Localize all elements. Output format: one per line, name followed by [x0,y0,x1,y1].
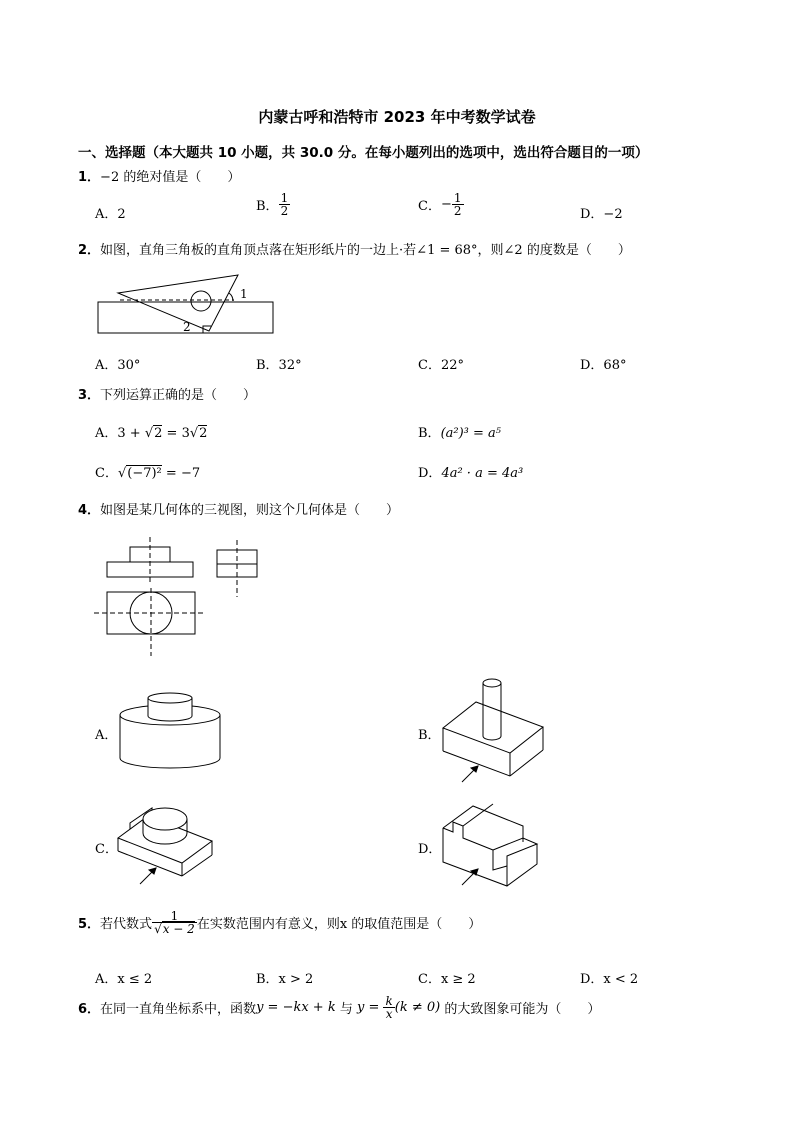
q4-option-b: B． [418,728,441,743]
q2-option-c: C．22° [418,358,464,373]
q5-fraction: $\frac{1}{√x - 2}$ [154,909,195,936]
option-c-figure [118,808,212,884]
question-number: 3． [78,388,101,403]
page-title: 内蒙古呼和浩特市 2023 年中考数学试卷 [258,108,536,126]
question-stem: 下列运算正确的是（ ） [100,388,257,403]
q1-option-d: D．−2 [580,207,623,222]
q5-option-c: C．x ≥ 2 [418,972,476,987]
q5-option-b: B．x > 2 [256,972,314,987]
question-6: 6．在同一直角坐标系中，函数y = −kx + k 与 y = $\frac{k}{x}$ (k ≠ 0) 的大致图象可能为（ ） [78,994,601,1021]
q4-option-a: A． [95,728,118,743]
question-number: 4． [78,503,101,518]
question-5: 5．若代数式 $\frac{1}{√x - 2}$ 在实数范围内有意义，则x 的取值范围是（ ） [78,909,482,936]
question-number: 6． [78,1002,101,1017]
q4-option-c: C． [95,842,118,857]
question-number: 5． [78,917,101,932]
angle-1-label: 1 [240,287,248,301]
question-stem: 如图是某几何体的三视图，则这个几何体是（ ） [100,503,400,518]
q1-option-b: B． $\frac{1}{2}$ [256,191,289,218]
option-b-figure [443,679,543,782]
angle-2-label: 2 [183,320,191,334]
q2-option-d: D．68° [580,358,627,373]
q3-option-d: D．4a² · a = 4a³ [418,466,524,481]
q3-option-c: C．√(−7)² = −7 [95,466,201,481]
q2-option-b: B．32° [256,358,302,373]
q3-option-b: B．(a²)³ = a⁵ [418,426,501,441]
option-a-figure [120,693,220,768]
question-number: 1． [78,170,101,185]
q1-option-c: C．− $\frac{1}{2}$ [418,191,462,218]
q4-option-d: D． [418,842,442,857]
section-heading: 一、选择题（本大题共 10 小题，共 30.0 分。在每小题列出的选项中，选出符合题目的一项） [78,145,649,161]
q5-option-a: A．x ≤ 2 [95,972,153,987]
question-stem: 如图，直角三角板的直角顶点落在矩形纸片的一边上·若∠1 = 68°，则∠2 的度数是（ ） [100,243,631,258]
question-number: 2． [78,243,101,258]
q5-option-d: D．x < 2 [580,972,639,987]
question-stem: −2 的绝对值是（ ） [100,170,241,185]
q1-option-a: A．2 [95,207,126,222]
option-d-figure [443,804,537,886]
q2-option-a: A．30° [95,358,141,373]
q3-option-a: A．3 + √2 = 3√2 [95,426,208,441]
